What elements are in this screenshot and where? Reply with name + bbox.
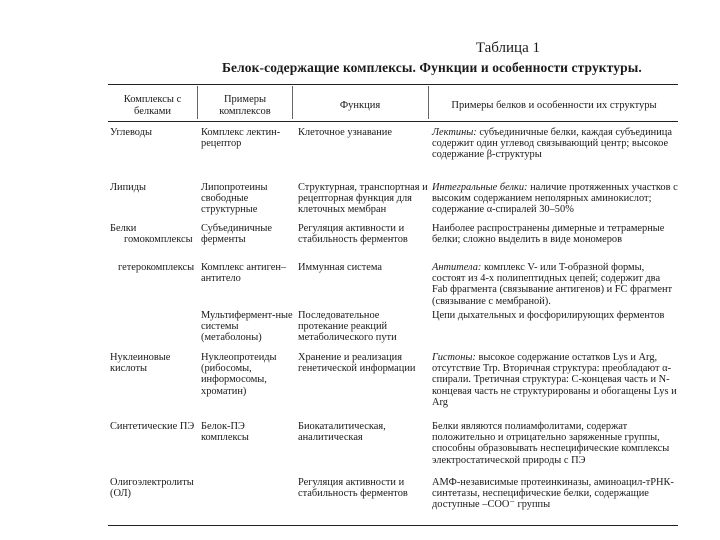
cell-example: Комплекс лектин-рецептор xyxy=(201,127,281,150)
cell-proteins xyxy=(432,421,678,466)
cell-complex: Нуклеиновые кислоты xyxy=(110,352,171,375)
column-divider xyxy=(428,86,429,119)
cell-complex: Синтетические ПЭ xyxy=(110,421,195,432)
cell-proteins xyxy=(432,182,678,216)
table-title: Белок-содержащие комплексы. Функции и особенности структуры. xyxy=(222,60,642,75)
cell-proteins xyxy=(432,352,678,408)
cell-complex: Олигоэлектролиты (ОЛ) xyxy=(110,477,194,500)
protein-description: комплекс V- или T-образной формы, состоят из 4-х полипептидных цепей; содержит два Fab фрагмента (связывание антигенов) и FC фрагмент (связывание с мембраной). xyxy=(432,262,673,307)
cell-example: Нуклеопротеиды (рибосомы, информосомы, хроматин) xyxy=(201,352,277,397)
cell-example: Белок-ПЭ комплексы xyxy=(201,421,249,444)
table-number: Таблица 1 xyxy=(475,40,540,56)
protein-description: Цепи дыхательных и фосфорилирующих ферментов xyxy=(432,310,665,321)
cell-proteins xyxy=(432,262,678,307)
cell-function: Структурная, транспортная и рецепторная функция для клеточных мембран xyxy=(298,182,428,216)
header-proteins: Примеры белков и особенности их структуры xyxy=(451,100,657,111)
header-complexes: Комплексы с белками xyxy=(123,94,182,117)
header-examples: Примеры комплексов xyxy=(219,94,271,117)
cell-function: Регуляция активности и стабильность ферментов xyxy=(298,477,408,500)
cell-complex-sub: гомокомплексы xyxy=(124,234,193,245)
protein-term: Лектины: xyxy=(432,127,477,138)
cell-proteins xyxy=(432,310,678,321)
cell-proteins xyxy=(432,477,678,511)
protein-description: Наиболее распространены димерные и тетрамерные белки; сложно выделить в виде мономеров xyxy=(432,223,665,246)
header-bottom-rule xyxy=(108,121,678,122)
protein-description: Белки являются полиамфолитами, содержат положительно и отрицательно заряженные группы, способны образовывать неспецифические комплексы электростатической природы с ПЭ xyxy=(432,421,670,466)
cell-proteins xyxy=(432,223,678,245)
cell-proteins xyxy=(432,127,678,161)
header-function: Функция xyxy=(339,100,381,111)
column-divider xyxy=(197,86,198,119)
cell-complex: Белки xyxy=(110,223,137,234)
protein-description: субъединичные белки, каждая субъединица содержит один углевод связывающий центр; высокое содержание β-структуры xyxy=(432,127,672,161)
cell-function: Клеточное узнавание xyxy=(298,127,392,138)
cell-example: Мультифермент-ные системы (метаболоны) xyxy=(201,310,293,344)
protein-description: наличие протяженных участков с высоким содержанием неполярных аминокислот; содержание α-спиралей 30–50% xyxy=(432,182,678,216)
protein-description: высокое содержание остатков Lys и Arg, отсутствие Trp. Вторичная структура: преобладают α-спирали. Третичная структура: С-концевая часть и N-концевая часть не структурированы и обогащены Lys и Arg xyxy=(432,352,677,408)
cell-function: Хранение и реализация генетической информации xyxy=(298,352,416,375)
cell-example: Комплекс антиген–антитело xyxy=(201,262,287,285)
cell-example: Липопротеины свободные структурные xyxy=(201,182,268,216)
cell-complex-sub: гетерокомплексы xyxy=(118,262,195,273)
cell-example: Субъединичные ферменты xyxy=(201,223,272,246)
cell-function: Регуляция активности и стабильность ферментов xyxy=(298,223,408,246)
cell-function: Биокаталитическая, аналитическая xyxy=(298,421,386,444)
cell-function: Иммунная система xyxy=(298,262,383,273)
cell-complex: Углеводы xyxy=(110,127,152,138)
protein-description: АМФ-независимые протеинкиназы, аминоацил-тРНК-синтетазы, неспецифические белки, содержащие доступные –COO⁻ группы xyxy=(432,477,674,511)
cell-function: Последовательное протекание реакций метаболического пути xyxy=(298,310,397,344)
table-top-rule xyxy=(108,84,678,85)
column-divider xyxy=(292,86,293,119)
cell-complex: Липиды xyxy=(110,182,146,193)
table-bottom-rule xyxy=(108,525,678,526)
protein-term: Интегральные белки: xyxy=(432,182,528,193)
protein-term: Гистоны: xyxy=(432,352,476,363)
protein-term: Антитела: xyxy=(432,262,482,273)
